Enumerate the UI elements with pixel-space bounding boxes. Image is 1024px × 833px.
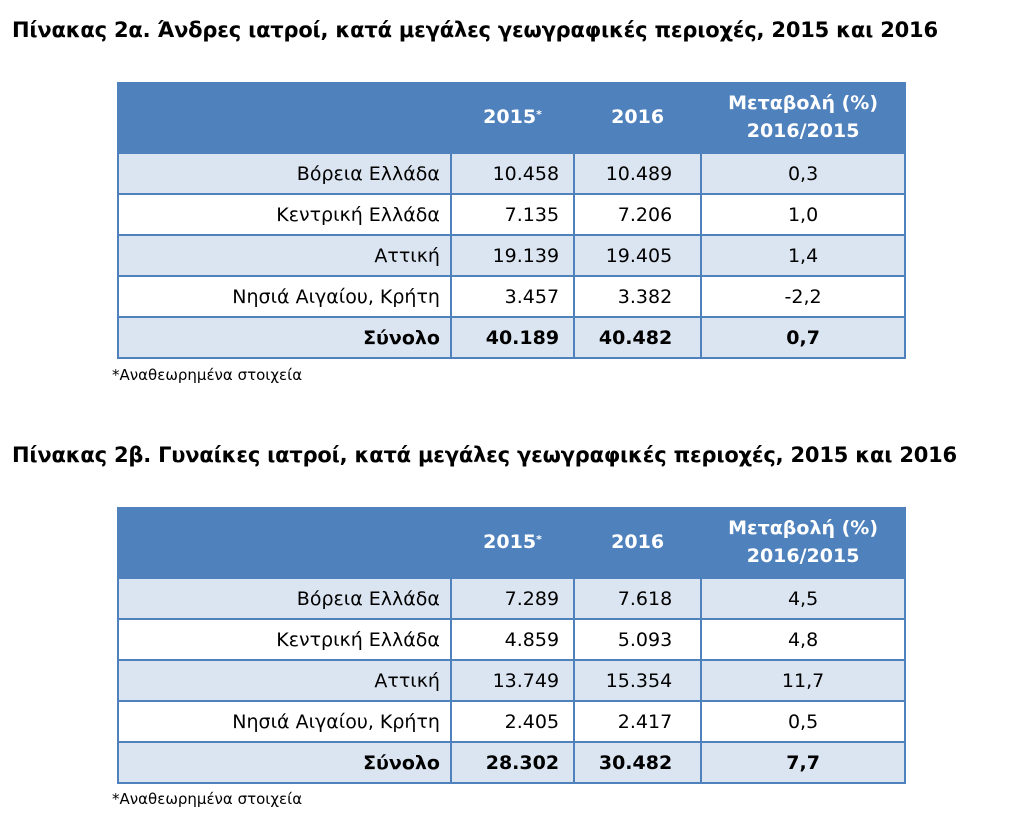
table-header-row (118, 82, 905, 153)
header-2016-cell: 2016 (574, 82, 701, 153)
value-2016-cell: 15.354 (574, 660, 701, 701)
table-2a (117, 82, 906, 359)
revised-mark: * (536, 533, 542, 546)
change-cell: 1,4 (701, 235, 905, 276)
table-row (118, 619, 905, 660)
value-2016-cell: 5.093 (574, 619, 701, 660)
change-cell: 4,8 (701, 619, 905, 660)
table-2a-footnote: *Αναθεωρημένα στοιχεία (112, 366, 303, 384)
total-2015-cell: 28.302 (451, 742, 574, 783)
total-2016-cell: 40.482 (574, 317, 701, 358)
header-change-cell (701, 507, 905, 578)
table-row (118, 276, 905, 317)
table-row (118, 194, 905, 235)
header-change-line2: 2016/2015 (746, 120, 860, 142)
header-change-line1: Μεταβολή (%) (728, 517, 879, 539)
region-cell: Νησιά Αιγαίου, Κρήτη (118, 701, 451, 742)
total-row (118, 317, 905, 358)
value-2015-cell: 13.749 (451, 660, 574, 701)
header-2015-cell (451, 82, 574, 153)
region-cell: Κεντρική Ελλάδα (118, 194, 451, 235)
region-cell: Κεντρική Ελλάδα (118, 619, 451, 660)
table-2b (117, 507, 906, 784)
change-cell: 11,7 (701, 660, 905, 701)
value-2015-cell: 4.859 (451, 619, 574, 660)
region-cell: Αττική (118, 660, 451, 701)
total-label-cell: Σύνολο (118, 742, 451, 783)
header-2015-cell (451, 507, 574, 578)
table-header-row (118, 507, 905, 578)
total-label-cell: Σύνολο (118, 317, 451, 358)
header-2015-label: 2015 (483, 106, 537, 128)
region-cell: Βόρεια Ελλάδα (118, 578, 451, 619)
change-cell: 4,5 (701, 578, 905, 619)
header-change-line1: Μεταβολή (%) (728, 92, 879, 114)
value-2016-cell: 7.618 (574, 578, 701, 619)
total-row (118, 742, 905, 783)
total-2015-cell: 40.189 (451, 317, 574, 358)
value-2015-cell: 7.135 (451, 194, 574, 235)
header-region-cell (118, 507, 451, 578)
region-cell: Νησιά Αιγαίου, Κρήτη (118, 276, 451, 317)
revised-mark: * (536, 108, 542, 121)
change-cell: -2,2 (701, 276, 905, 317)
value-2015-cell: 10.458 (451, 153, 574, 194)
table-row (118, 153, 905, 194)
table-row (118, 701, 905, 742)
total-change-cell: 0,7 (701, 317, 905, 358)
header-2016-cell: 2016 (574, 507, 701, 578)
value-2016-cell: 2.417 (574, 701, 701, 742)
value-2015-cell: 3.457 (451, 276, 574, 317)
value-2016-cell: 10.489 (574, 153, 701, 194)
table-2b-footnote: *Αναθεωρημένα στοιχεία (112, 790, 303, 808)
table-row (118, 578, 905, 619)
region-cell: Βόρεια Ελλάδα (118, 153, 451, 194)
value-2015-cell: 7.289 (451, 578, 574, 619)
value-2015-cell: 19.139 (451, 235, 574, 276)
header-change-cell (701, 82, 905, 153)
header-2015-label: 2015 (483, 531, 537, 553)
total-2016-cell: 30.482 (574, 742, 701, 783)
value-2016-cell: 3.382 (574, 276, 701, 317)
header-region-cell (118, 82, 451, 153)
table-2b-title: Πίνακας 2β. Γυναίκες ιατροί, κατά μεγάλες γεωγραφικές περιοχές, 2015 και 2016 (12, 443, 957, 467)
value-2016-cell: 7.206 (574, 194, 701, 235)
change-cell: 1,0 (701, 194, 905, 235)
total-change-cell: 7,7 (701, 742, 905, 783)
region-cell: Αττική (118, 235, 451, 276)
change-cell: 0,5 (701, 701, 905, 742)
change-cell: 0,3 (701, 153, 905, 194)
value-2015-cell: 2.405 (451, 701, 574, 742)
value-2016-cell: 19.405 (574, 235, 701, 276)
table-2a-title: Πίνακας 2α. Άνδρες ιατροί, κατά μεγάλες γεωγραφικές περιοχές, 2015 και 2016 (12, 18, 938, 42)
table-row (118, 235, 905, 276)
header-change-line2: 2016/2015 (746, 545, 860, 567)
table-row (118, 660, 905, 701)
